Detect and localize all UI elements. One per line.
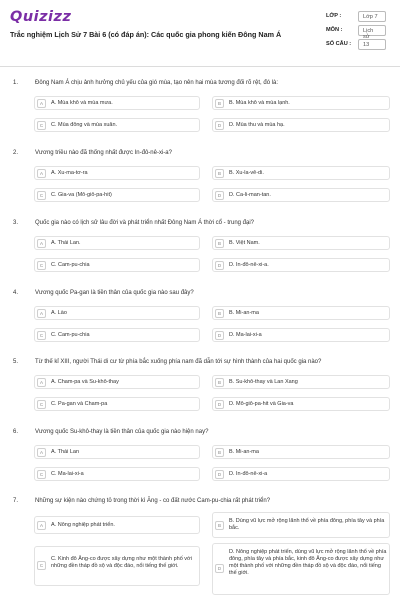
option-text: A. Xu-ma-tơ-ra — [51, 170, 88, 176]
option-letter: D — [215, 564, 224, 573]
option-letter: A — [37, 448, 46, 457]
option-letter: B — [215, 309, 224, 318]
meta-label: MÔN : — [326, 27, 343, 33]
option-letter: A — [37, 378, 46, 387]
option-letter: D — [215, 470, 224, 479]
option-letter: C — [37, 121, 46, 130]
option-letter: C — [37, 400, 46, 409]
option-b[interactable] — [212, 96, 390, 110]
option-text: D. In-đô-nê-xi-a. — [229, 262, 269, 268]
question-text: Vương triều nào đã thống nhất được In-đô-nê-xi-a? — [35, 150, 172, 156]
option-b[interactable] — [212, 166, 390, 180]
quizizz-logo: Quizizz — [10, 9, 72, 25]
option-d[interactable] — [212, 258, 390, 272]
option-c[interactable] — [34, 546, 200, 586]
question-number: 4. — [13, 290, 19, 296]
option-d[interactable] — [212, 328, 390, 342]
option-c[interactable] — [34, 188, 200, 202]
option-text: C. Gia-va (Mô-giô-pa-hit) — [51, 192, 112, 198]
question-text: Những sự kiện nào chứng tỏ trong thời kì Ăng - co đất nước Cam-pu-chia rất phát triển? — [35, 498, 271, 504]
option-a[interactable] — [34, 516, 200, 534]
option-text: D. Nông nghiệp phát triển, dùng vũ lực mở rộng lãnh thổ về phía đông, phía tây và phía bắc, kinh đô Ăng-co được xây dựng như một thành phố với những đền tháp đồ sộ và độc đáo, nổi tiếng thế giới. — [229, 549, 387, 576]
option-d[interactable] — [212, 188, 390, 202]
worksheet-meta — [322, 10, 392, 52]
option-d[interactable] — [212, 543, 390, 595]
option-a[interactable] — [34, 96, 200, 110]
question-text: Quốc gia nào có lịch sử lâu đời và phát triển nhất Đông Nam Á thời cổ - trung đại? — [35, 220, 255, 226]
option-text: D. In-đô-nê-xi-a — [229, 471, 268, 477]
option-letter: C — [37, 470, 46, 479]
option-text: A. Thái Lan. — [51, 240, 81, 246]
option-b[interactable] — [212, 306, 390, 320]
header-divider — [0, 66, 400, 67]
option-letter: A — [37, 169, 46, 178]
option-text: B. Mi-an-ma — [229, 449, 259, 455]
option-letter: A — [37, 521, 46, 530]
option-text: A. Lào — [51, 310, 67, 316]
option-letter: D — [215, 400, 224, 409]
option-text: C. Pa-gan và Cham-pa — [51, 401, 108, 407]
meta-row-count — [322, 38, 392, 52]
option-text: D. Mô-giô-pa-hit và Gia-va — [229, 401, 294, 407]
meta-label: LỚP : — [326, 13, 342, 19]
option-d[interactable] — [212, 467, 390, 481]
option-text: C. Ma-lai-xi-a — [51, 471, 84, 477]
option-text: B. Xu-la-vê-di. — [229, 170, 264, 176]
worksheet-title: Trắc nghiệm Lịch Sử 7 Bài 6 (có đáp án): Các quốc gia phong kiến Đông Nam Á — [10, 30, 282, 39]
option-a[interactable] — [34, 236, 200, 250]
option-text: B. Mùa khô và mùa lạnh. — [229, 100, 290, 106]
option-letter: D — [215, 331, 224, 340]
option-c[interactable] — [34, 467, 200, 481]
option-letter: B — [215, 378, 224, 387]
worksheet-header — [0, 0, 400, 62]
meta-label: SỐ CÂU : — [326, 41, 352, 47]
meta-value: 13 — [358, 39, 386, 50]
option-a[interactable] — [34, 375, 200, 389]
option-letter: D — [215, 121, 224, 130]
option-letter: A — [37, 239, 46, 248]
question-number: 2. — [13, 150, 19, 156]
option-b[interactable] — [212, 445, 390, 459]
question-number: 7. — [13, 498, 19, 504]
option-letter: B — [215, 448, 224, 457]
option-letter: B — [215, 239, 224, 248]
option-letter: C — [37, 191, 46, 200]
option-text: C. Cam-pu-chia — [51, 262, 90, 268]
option-text: A. Mùa khô và mùa mưa. — [51, 100, 113, 106]
option-d[interactable] — [212, 118, 390, 132]
option-a[interactable] — [34, 445, 200, 459]
question-text: Từ thế kỉ XIII, người Thái di cư từ phía bắc xuống phía nam đã dẫn tới sự hình thành của hai quốc gia nào? — [35, 359, 322, 365]
option-letter: D — [215, 191, 224, 200]
option-text: B. Việt Nam. — [229, 240, 260, 246]
meta-value: Lớp 7 — [358, 11, 386, 22]
question-number: 1. — [13, 80, 19, 86]
option-letter: C — [37, 331, 46, 340]
option-text: B. Su-khô-thay và Lan Xang — [229, 379, 298, 385]
question-text: Vương quốc Pa-gan là tiền thân của quốc gia nào sau đây? — [35, 290, 194, 296]
option-c[interactable] — [34, 328, 200, 342]
option-text: B. Mi-an-ma — [229, 310, 259, 316]
option-letter: D — [215, 261, 224, 270]
option-letter: A — [37, 99, 46, 108]
question-number: 3. — [13, 220, 19, 226]
option-letter: B — [215, 169, 224, 178]
option-text: D. Ca-li-man-tan. — [229, 192, 271, 198]
option-a[interactable] — [34, 306, 200, 320]
question-text: Đông Nam Á chịu ảnh hưởng chủ yếu của gió mùa, tạo nên hai mùa tương đối rõ rệt, đó là: — [35, 80, 279, 86]
option-a[interactable] — [34, 166, 200, 180]
option-text: A. Thái Lan — [51, 449, 80, 455]
meta-value: Lịch sử — [358, 25, 386, 36]
meta-row-subject — [322, 24, 392, 38]
option-letter: A — [37, 309, 46, 318]
meta-row-class — [322, 10, 392, 24]
option-c[interactable] — [34, 118, 200, 132]
option-text: C. Kinh đô Ăng-co được xây dựng như một thành phố với những đền tháp đồ sộ và độc đáo, nổi tiếng thế giới. — [51, 556, 192, 569]
option-text: D. Ma-lai-xi-a — [229, 332, 262, 338]
question-number: 5. — [13, 359, 19, 365]
option-text: D. Mùa thu và mùa hạ. — [229, 122, 285, 128]
question-text: Vương quốc Su-khô-thay là tiền thân của quốc gia nào hiện nay? — [35, 429, 209, 435]
option-text: A. Cham-pa và Su-khô-thay — [51, 379, 119, 385]
option-text: B. Dùng vũ lực mở rộng lãnh thổ về phía đông, phía tây và phía bắc. — [229, 518, 385, 531]
option-text: C. Mùa đông và mùa xuân. — [51, 122, 118, 128]
option-letter: C — [37, 561, 46, 570]
option-d[interactable] — [212, 397, 390, 411]
option-text: C. Cam-pu-chia — [51, 332, 90, 338]
option-letter: C — [37, 261, 46, 270]
question-number: 6. — [13, 429, 19, 435]
option-b[interactable] — [212, 512, 390, 538]
option-c[interactable] — [34, 397, 200, 411]
option-b[interactable] — [212, 236, 390, 250]
option-c[interactable] — [34, 258, 200, 272]
option-b[interactable] — [212, 375, 390, 389]
option-text: A. Nông nghiệp phát triển. — [51, 522, 115, 528]
option-letter: B — [215, 99, 224, 108]
option-letter: B — [215, 521, 224, 530]
